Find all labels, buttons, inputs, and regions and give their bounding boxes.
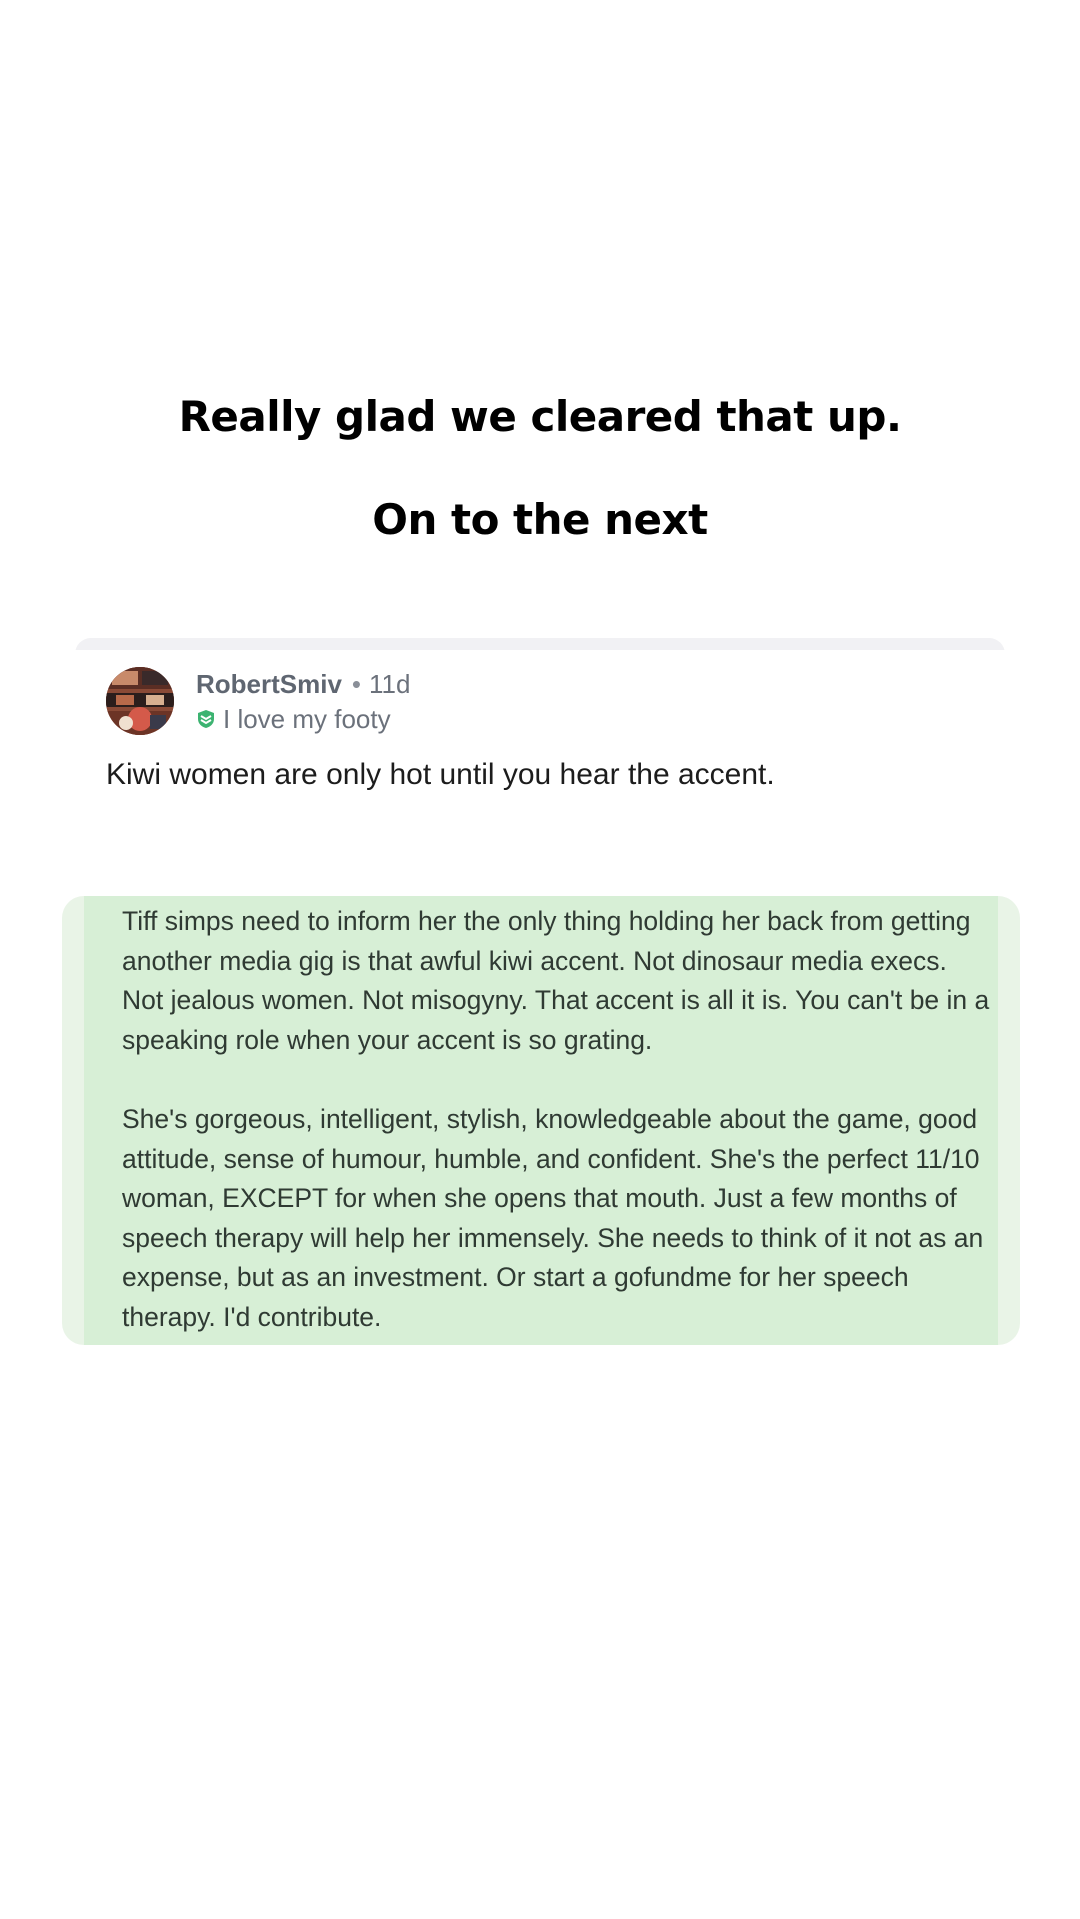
flair-label: I love my footy	[223, 704, 391, 734]
quote-paragraph-2: She's gorgeous, intelligent, stylish, knowledgeable about the game, good attitude, sense of humour, humble, and confident. She's the perfect 11/10 woman, EXCEPT for when she opens that mouth. Just a few months of speech therapy will help her immensely. She needs to think of it not as an expense, but as an investment. Or start a gofundme for her speech therapy. I'd contribute.	[122, 1104, 984, 1332]
quote-paragraph-1: Tiff simps need to inform her the only thing holding her back from getting another media gig is that awful kiwi accent. Not dinosaur media execs. Not jealous women. Not misogyny. That accent is all it is. You can't be in a speaking role when your accent is so grating.	[122, 906, 990, 1055]
post-body: Kiwi women are only hot until you hear the accent.	[106, 758, 775, 791]
user-avatar[interactable]	[106, 667, 174, 735]
meta-separator: •	[351, 669, 362, 699]
shield-chevron-icon	[197, 709, 215, 729]
post-meta	[196, 668, 410, 700]
avatar-image-icon	[106, 667, 174, 735]
username-link[interactable]: RobertSmiv	[196, 669, 342, 699]
caption-line-1: Really glad we cleared that up.	[178, 392, 902, 441]
post-age: 11d	[369, 669, 411, 699]
user-flair	[197, 703, 391, 735]
caption-line-2: On to the next	[372, 495, 708, 544]
